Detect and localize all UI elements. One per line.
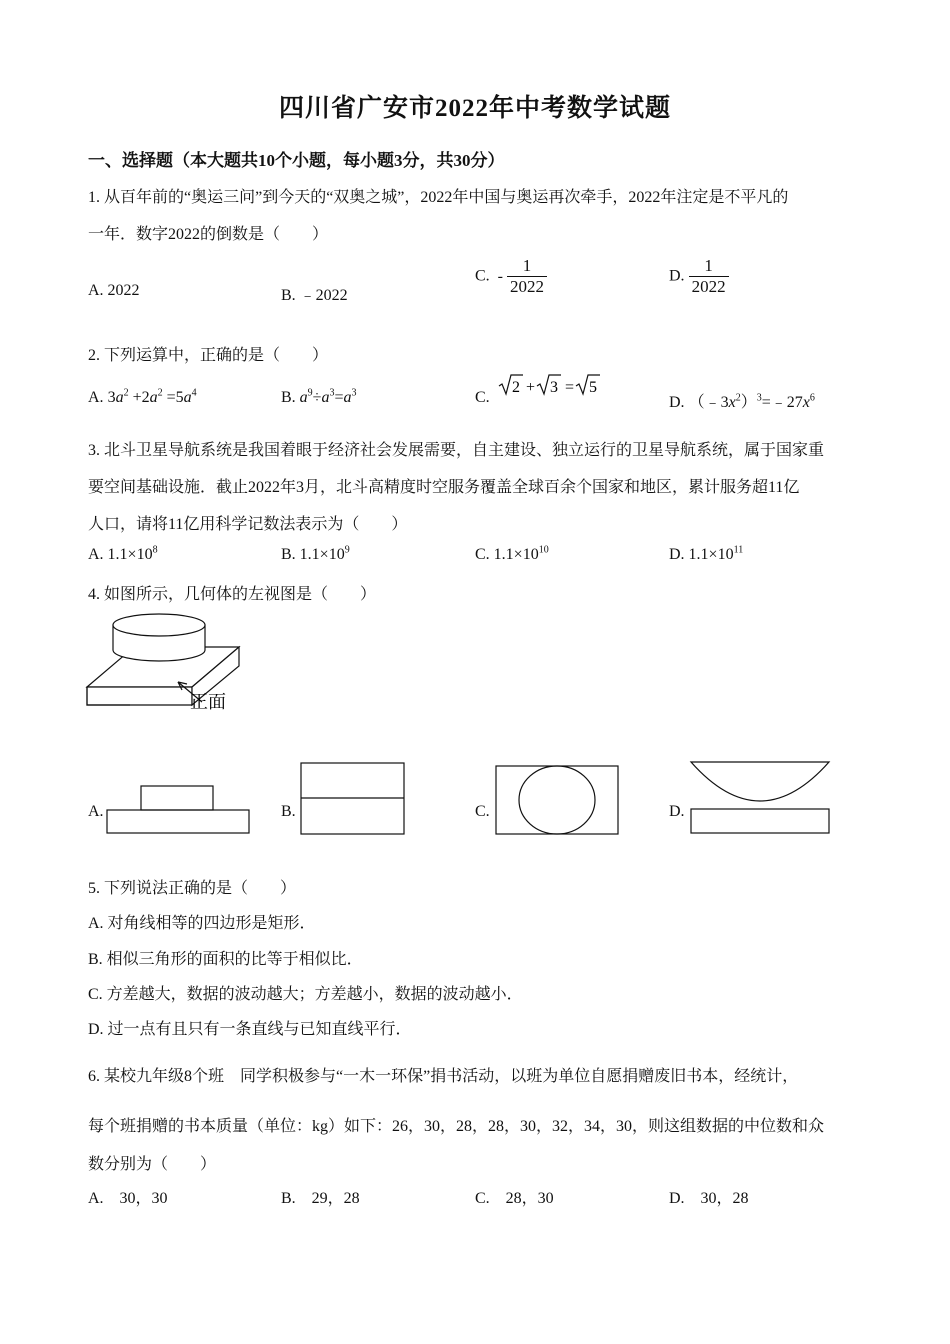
q2-option-c-radical-expression — [497, 372, 607, 400]
q4-option-b-figure — [300, 762, 406, 836]
q2-stem: 2. 下列运算中，正确的是（ ） — [88, 347, 329, 364]
q4-option-c-label: C. — [475, 803, 490, 820]
q3-option-b-text: B. 1.1×10 — [281, 546, 345, 563]
q1-option-c-sign: - — [497, 267, 503, 285]
q5-option-b: B. 相似三角形的面积的比等于相似比． — [88, 951, 363, 968]
q4-option-b-label: B. — [281, 803, 296, 820]
q6-stem-line2: 每个班捐赠的书本质量（单位：kg）如下：26，30，28，28，30，32，34，30，则这组数据的中位数和众 — [88, 1118, 825, 1135]
page-title: 四川省广安市2022年中考数学试题 — [278, 95, 671, 122]
q1-option-d-label: D. — [669, 267, 685, 285]
q6-option-a: A. 30，30 — [88, 1190, 168, 1207]
q4-front-label: 正面 — [190, 692, 226, 713]
q1-option-b: B. ﹣2022 — [281, 287, 348, 304]
q6-option-b: B. 29，28 — [281, 1190, 360, 1207]
q2-c-radicand-2: 2 — [512, 379, 520, 396]
q3-option-a-exponent: 8 — [152, 544, 158, 556]
q3-option-b-exponent: 9 — [344, 544, 350, 556]
q3-stem-line1: 3. 北斗卫星导航系统是我国着眼于经济社会发展需要，自主建设、独立运行的卫星导航系统，属于国家重 — [88, 442, 825, 459]
section-heading: 一、选择题（本大题共10个小题，每小题3分，共30分） — [88, 151, 505, 170]
q4-solid-figure — [86, 610, 246, 720]
q1-option-d-denominator: 2022 — [689, 276, 729, 297]
q4-option-d-figure — [689, 760, 833, 836]
q3-option-d-text: D. 1.1×10 — [669, 546, 734, 563]
q1-option-c-fraction — [507, 256, 547, 297]
q6-stem-line3: 数分别为（ ） — [88, 1156, 217, 1173]
q2-c-radicand-5: 5 — [589, 379, 597, 396]
q2-option-b: B. $a^9\div a^3=a^3$ — [281, 387, 357, 406]
q1-option-c — [475, 256, 547, 297]
q5-stem: 5. 下列说法正确的是（ ） — [88, 880, 297, 897]
q4-stem: 4. 如图所示，几何体的左视图是（ ） — [88, 586, 377, 603]
q4-option-a-figure — [106, 785, 252, 835]
q2-option-c-label: C. — [475, 389, 490, 406]
q1-option-c-denominator: 2022 — [507, 276, 547, 297]
q3-option-d — [669, 546, 743, 564]
q3-option-c — [475, 546, 549, 564]
q6-option-c: C. 28，30 — [475, 1190, 554, 1207]
svg-text:+: + — [526, 379, 536, 396]
q3-option-b — [281, 546, 350, 564]
q4-option-c-figure — [495, 765, 621, 837]
q2-option-a-label: A. — [88, 389, 104, 406]
q1-option-d-numerator: 1 — [704, 256, 713, 275]
q4-option-a-label: A. — [88, 803, 104, 820]
q3-option-c-text: C. 1.1×10 — [475, 546, 539, 563]
q6-stem-line1: 6. 某校九年级8个班 同学积极参与“一木一环保”捐书活动，以班为单位自愿捐赠废旧书本，经统计， — [88, 1068, 799, 1085]
q2-c-radicand-3: 3 — [550, 379, 558, 396]
q6-option-d: D. 30，28 — [669, 1190, 749, 1207]
q5-option-a: A. 对角线相等的四边形是矩形． — [88, 915, 316, 932]
q2-option-a: A. $3a^2 +2a^2 =5a^4$ — [88, 387, 197, 406]
q1-option-d-fraction — [689, 256, 729, 297]
q3-option-c-exponent: 10 — [538, 544, 549, 556]
q2-option-d: D. $(﹣3x^2)^3=﹣27x^6$ — [669, 392, 815, 411]
q1-option-a: A. 2022 — [88, 282, 140, 299]
q3-stem-line2: 要空间基础设施．截止2022年3月，北斗高精度时空服务覆盖全球百余个国家和地区，累计服务超11亿 — [88, 479, 800, 496]
q3-option-d-exponent: 11 — [733, 544, 744, 556]
q2-option-b-label: B. — [281, 389, 296, 406]
q2-option-d-label: D. — [669, 394, 685, 411]
q1-option-c-label: C. — [475, 267, 490, 285]
svg-text:=: = — [565, 379, 575, 396]
q3-stem-line3: 人口，请将11亿用科学记数法表示为（ ） — [88, 516, 408, 533]
q1-stem-line1: 1. 从百年前的“奥运三问”到今天的“双奥之城”，2022年中国与奥运再次牵手，2022年注定是不平凡的 — [88, 189, 789, 206]
q5-option-d: D. 过一点有且只有一条直线与已知直线平行． — [88, 1021, 412, 1038]
q1-stem-line2: 一年．数字2022的倒数是（ ） — [88, 226, 329, 243]
q4-option-d-label: D. — [669, 803, 685, 820]
q1-option-c-numerator: 1 — [522, 256, 532, 275]
q1-option-d — [669, 256, 729, 297]
q5-option-c: C. 方差越大，数据的波动越大；方差越小，数据的波动越小． — [88, 986, 523, 1003]
q3-option-a — [88, 546, 158, 564]
q3-option-a-text: A. 1.1×10 — [88, 546, 153, 563]
